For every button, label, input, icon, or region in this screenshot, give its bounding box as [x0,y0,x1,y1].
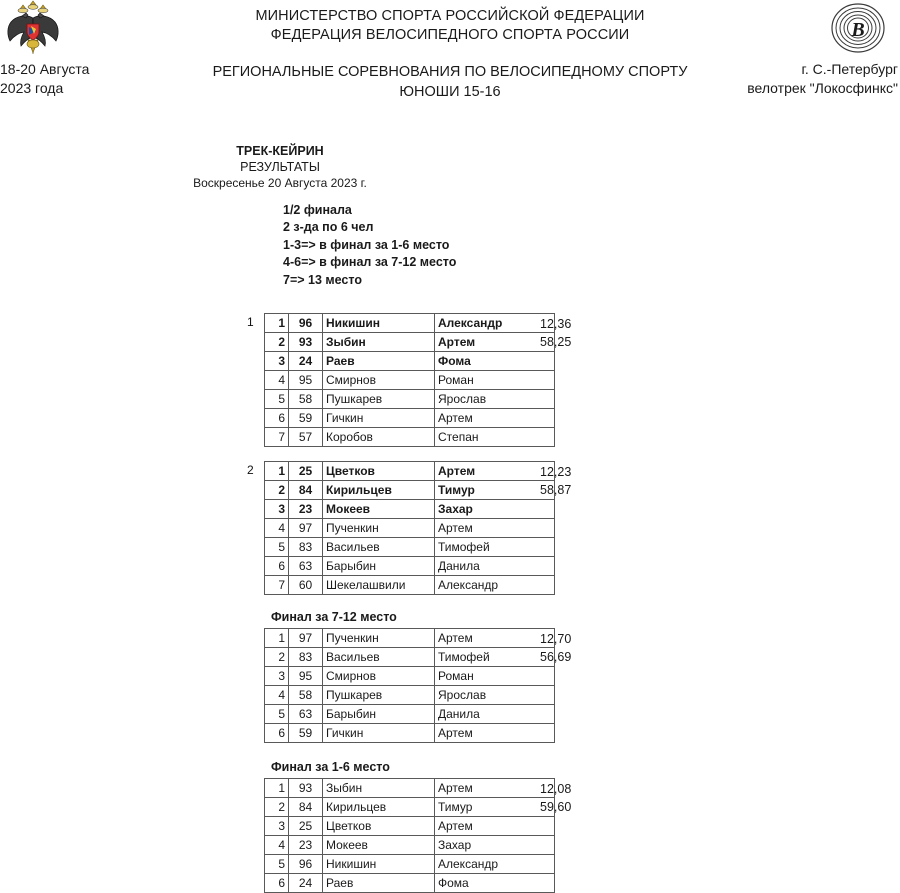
cell-num: 58 [289,686,323,705]
cell-first: Данила [435,705,555,724]
venue-line-2: велотрек "Локосфинкс" [747,80,898,96]
venue-line-1: г. С.-Петербург [801,61,898,77]
cell-first: Фома [435,352,555,371]
format-note: 2 з-да по 6 чел [283,220,374,235]
table-row [265,519,555,538]
time-value: 59,60 [540,800,572,814]
table-row [265,686,555,705]
cell-pos: 5 [265,705,289,724]
cell-first: Артем [435,724,555,743]
cell-first: Фома [435,874,555,893]
cell-pos: 2 [265,333,289,352]
cell-last: Коробов [323,428,435,447]
table-row [265,481,555,500]
discipline-name: ТРЕК-КЕЙРИН [236,144,324,158]
svg-text:B: B [851,19,865,41]
event-date: Воскресенье 20 Августа 2023 г. [193,176,367,190]
heat-table-block [247,313,555,447]
table-row [265,648,555,667]
cell-num: 24 [289,874,323,893]
time-value: 58,87 [540,483,572,497]
table-row [265,314,555,333]
cell-last: Мокеев [323,500,435,519]
cell-pos: 5 [265,390,289,409]
cell-first: Александр [435,855,555,874]
cell-num: 63 [289,705,323,724]
cell-last: Смирнов [323,667,435,686]
cell-last: Раев [323,874,435,893]
heat-number-label: 1 [247,315,254,329]
cell-first: Тимур [435,798,555,817]
cell-first: Роман [435,667,555,686]
cell-first: Роман [435,371,555,390]
cell-num: 23 [289,836,323,855]
cell-first: Александр [435,314,555,333]
cell-last: Кирильцев [323,481,435,500]
cell-pos: 4 [265,371,289,390]
times-column [540,630,571,666]
cell-pos: 3 [265,352,289,371]
cell-pos: 1 [265,314,289,333]
table-row [265,798,555,817]
cell-pos: 6 [265,557,289,576]
cell-last: Смирнов [323,371,435,390]
results-table [264,461,555,595]
cell-last: Гичкин [323,724,435,743]
table-row [265,836,555,855]
cell-num: 59 [289,409,323,428]
format-note: 4-6=> в финал за 7-12 место [283,255,457,270]
table-row [265,538,555,557]
table-row [265,409,555,428]
cell-last: Пушкарев [323,686,435,705]
table-row [265,557,555,576]
table-row [265,390,555,409]
ministry-line-2: ФЕДЕРАЦИЯ ВЕЛОСИПЕДНОГО СПОРТА РОССИИ [270,27,630,43]
cell-last: Никишин [323,855,435,874]
cell-num: 96 [289,314,323,333]
event-heading [0,143,560,191]
date-line-1: 18-20 Августа [0,61,90,77]
cell-num: 84 [289,798,323,817]
date-line-2: 2023 года [0,80,64,96]
table-row [265,705,555,724]
time-value: 12,70 [540,632,572,646]
competition-line-1: РЕГИОНАЛЬНЫЕ СОРЕВНОВАНИЯ ПО ВЕЛОСИПЕДНОМУ СПОРТУ [212,64,688,80]
cell-first: Александр [435,576,555,595]
cell-pos: 5 [265,538,289,557]
cell-num: 97 [289,629,323,648]
times-column [540,463,571,499]
cell-first: Захар [435,500,555,519]
cell-pos: 7 [265,428,289,447]
cell-last: Пученкин [323,519,435,538]
cell-first: Ярослав [435,686,555,705]
cell-num: 83 [289,648,323,667]
cell-pos: 6 [265,724,289,743]
cell-num: 25 [289,817,323,836]
cell-last: Васильев [323,538,435,557]
cycling-federation-logo-icon [830,2,886,54]
table-row [265,500,555,519]
table-row [265,855,555,874]
cell-num: 95 [289,667,323,686]
format-notes [283,202,456,289]
cell-num: 96 [289,855,323,874]
cell-num: 93 [289,333,323,352]
cell-last: Пушкарев [323,390,435,409]
time-value: 58,25 [540,335,572,349]
cell-num: 63 [289,557,323,576]
cell-first: Артем [435,333,555,352]
final-table-block [264,628,555,743]
cell-num: 57 [289,428,323,447]
cell-pos: 2 [265,481,289,500]
cell-last: Цветков [323,462,435,481]
time-value: 12,08 [540,782,572,796]
table-row [265,779,555,798]
cell-num: 23 [289,500,323,519]
cell-last: Зыбин [323,333,435,352]
cell-last: Барыбин [323,705,435,724]
cell-pos: 5 [265,855,289,874]
table-row [265,428,555,447]
cell-num: 58 [289,390,323,409]
document-header [0,0,900,112]
competition-line-2: ЮНОШИ 15-16 [399,84,501,100]
table-row [265,817,555,836]
table-row [265,724,555,743]
cell-num: 83 [289,538,323,557]
cell-pos: 4 [265,836,289,855]
cell-pos: 1 [265,462,289,481]
cell-last: Раев [323,352,435,371]
table-row [265,629,555,648]
cell-last: Барыбин [323,557,435,576]
cell-last: Пученкин [323,629,435,648]
cell-first: Артем [435,629,555,648]
cell-pos: 1 [265,629,289,648]
cell-pos: 7 [265,576,289,595]
cell-first: Степан [435,428,555,447]
results-table [264,628,555,743]
cell-num: 93 [289,779,323,798]
cell-last: Мокеев [323,836,435,855]
results-label: РЕЗУЛЬТАТЫ [240,160,320,174]
results-table [264,313,555,447]
cell-last: Кирильцев [323,798,435,817]
table-row [265,333,555,352]
cell-first: Артем [435,519,555,538]
cell-last: Васильев [323,648,435,667]
cell-pos: 2 [265,798,289,817]
cell-last: Шекелашвили [323,576,435,595]
time-value: 12,36 [540,317,572,331]
cell-pos: 3 [265,817,289,836]
cell-first: Тимофей [435,538,555,557]
cell-num: 84 [289,481,323,500]
format-note: 1-3=> в финал за 1-6 место [283,237,450,252]
ministry-line-1: МИНИСТЕРСТВО СПОРТА РОССИЙСКОЙ ФЕДЕРАЦИИ [255,8,645,24]
table-row [265,576,555,595]
cell-pos: 6 [265,409,289,428]
heat-number-label: 2 [247,463,254,477]
heat-table-block [247,461,555,595]
format-note: 7=> 13 место [283,272,362,287]
cell-first: Артем [435,462,555,481]
cell-pos: 4 [265,519,289,538]
times-column [540,780,571,816]
cell-first: Тимур [435,481,555,500]
ministry-heading [0,7,900,45]
cell-pos: 1 [265,779,289,798]
cell-first: Захар [435,836,555,855]
table-row [265,352,555,371]
cell-first: Артем [435,409,555,428]
cell-first: Ярослав [435,390,555,409]
cell-first: Артем [435,817,555,836]
cell-num: 59 [289,724,323,743]
cell-last: Цветков [323,817,435,836]
times-column [540,315,571,351]
cell-last: Зыбин [323,779,435,798]
cell-first: Данила [435,557,555,576]
time-value: 56,69 [540,650,572,664]
cell-pos: 2 [265,648,289,667]
cell-num: 60 [289,576,323,595]
table-row [265,667,555,686]
cell-pos: 3 [265,667,289,686]
event-venue [747,60,898,98]
cell-pos: 4 [265,686,289,705]
final-table-block [264,778,555,893]
cell-pos: 6 [265,874,289,893]
cell-num: 97 [289,519,323,538]
final-section-title: Финал за 7-12 место [271,610,397,624]
cell-last: Гичкин [323,409,435,428]
cell-first: Тимофей [435,648,555,667]
final-section-title: Финал за 1-6 место [271,760,390,774]
table-row [265,462,555,481]
cell-num: 24 [289,352,323,371]
cell-num: 95 [289,371,323,390]
cell-last: Никишин [323,314,435,333]
results-table [264,778,555,893]
cell-first: Артем [435,779,555,798]
time-value: 12,23 [540,465,572,479]
cell-num: 25 [289,462,323,481]
format-note: 1/2 финала [283,203,352,217]
cell-pos: 3 [265,500,289,519]
table-row [265,371,555,390]
